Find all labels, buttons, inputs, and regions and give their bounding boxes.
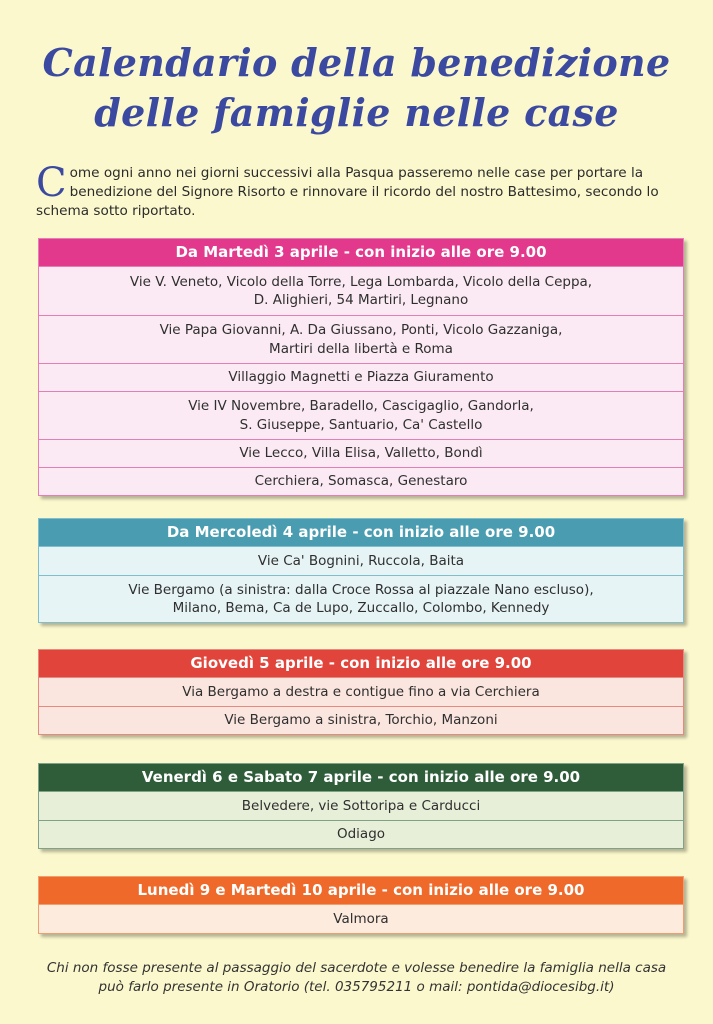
street-row: Villaggio Magnetti e Piazza Giuramento (39, 363, 683, 391)
schedule-section-tuesday (38, 238, 684, 496)
title-line-2: delle famiglie nelle case (94, 90, 619, 135)
footer-note (0, 959, 713, 997)
street-row: Belvedere, vie Sottoripa e Carducci (39, 791, 683, 820)
title-line-1: Calendario della benedizione (42, 40, 671, 85)
street-row: Vie V. Veneto, Vicolo della Torre, Lega Lombarda, Vicolo della Ceppa, D. Alighieri, 54 Martiri, Legnano (39, 266, 683, 315)
street-row: Cerchiera, Somasca, Genestaro (39, 467, 683, 495)
street-row: Vie IV Novembre, Baradello, Cascigaglio, Gandorla, S. Giuseppe, Santuario, Ca' Castello (39, 391, 683, 439)
intro-text: ome ogni anno nei giorni successivi alla Pasqua passeremo nelle case per portare la benedizione del Signore Risorto e rinnovare il ricordo del nostro Battesimo, secondo lo schema sotto riportato. (36, 165, 659, 219)
street-row: Odiago (39, 820, 683, 848)
schedule-section-thursday (38, 649, 684, 735)
page-title (0, 38, 713, 138)
street-row: Vie Bergamo a sinistra, Torchio, Manzoni (39, 706, 683, 734)
street-row: Valmora (39, 904, 683, 933)
street-row: Vie Bergamo (a sinistra: dalla Croce Rossa al piazzale Nano escluso), Milano, Bema, Ca de Lupo, Zuccallo, Colombo, Kennedy (39, 575, 683, 622)
schedule-section-friday-saturday (38, 763, 684, 849)
intro-paragraph (36, 160, 688, 221)
section-header: Da Mercoledì 4 aprile - con inizio alle ore 9.00 (39, 519, 683, 546)
street-row: Vie Lecco, Villa Elisa, Valletto, Bondì (39, 439, 683, 467)
street-row: Vie Ca' Bognini, Ruccola, Baita (39, 546, 683, 575)
street-row: Vie Papa Giovanni, A. Da Giussano, Ponti, Vicolo Gazzaniga, Martiri della libertà e Roma (39, 315, 683, 363)
footer-line-2: può farlo presente in Oratorio (tel. 035795211 o mail: pontida@diocesibg.it) (98, 979, 615, 995)
street-row: Via Bergamo a destra e contigue fino a via Cerchiera (39, 677, 683, 706)
section-header: Giovedì 5 aprile - con inizio alle ore 9.00 (39, 650, 683, 677)
intro-dropcap: C (36, 160, 67, 206)
schedule-section-monday-tuesday (38, 876, 684, 934)
schedule-section-wednesday (38, 518, 684, 623)
section-header: Lunedì 9 e Martedì 10 aprile - con inizio alle ore 9.00 (39, 877, 683, 904)
section-header: Venerdì 6 e Sabato 7 aprile - con inizio alle ore 9.00 (39, 764, 683, 791)
footer-line-1: Chi non fosse presente al passaggio del sacerdote e volesse benedire la famiglia nella casa (46, 960, 667, 976)
section-header: Da Martedì 3 aprile - con inizio alle ore 9.00 (39, 239, 683, 266)
